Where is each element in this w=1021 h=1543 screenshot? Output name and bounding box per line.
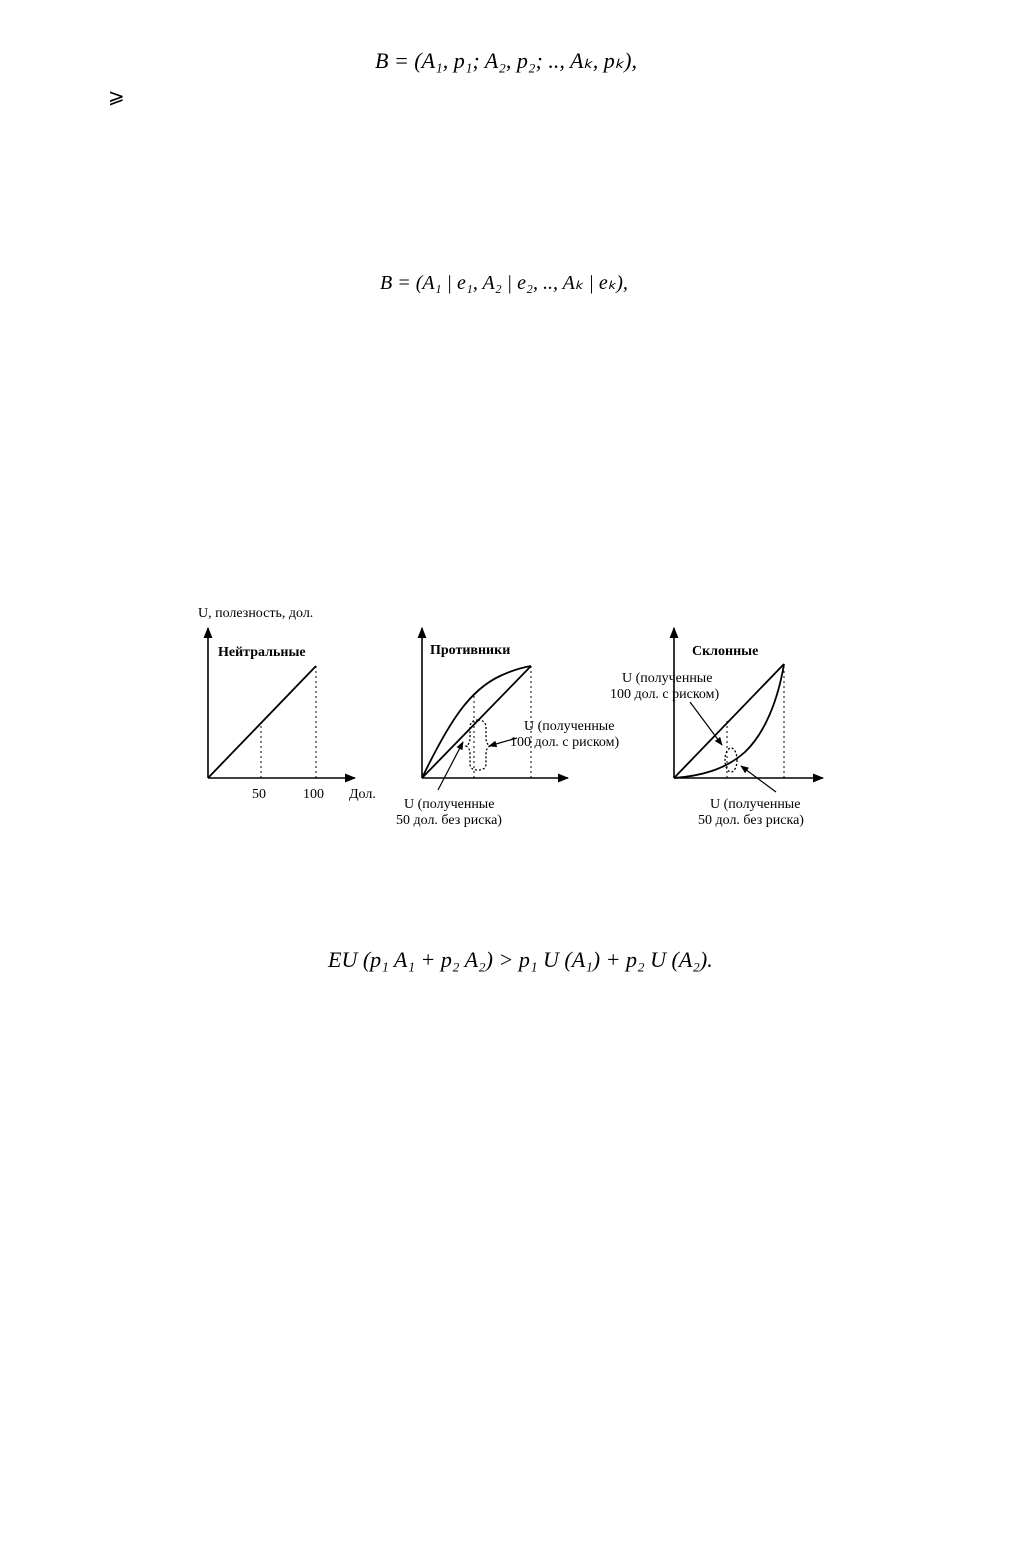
annotation-norisk-line2: 50 дол. без риска) [698,813,804,828]
panel-title: Нейтральные [218,645,306,660]
x-tick-50: 50 [252,787,266,802]
chord-line [422,666,531,778]
bullet-symbol: ⩾ [108,84,125,108]
utility-line [208,666,316,778]
annotation-risk-line1: U (полученные [622,671,713,686]
formula-expected-utility: EU (p₁ A₁ + p₂ A₂) > p₁ U (A₁) + p₂ U (A₂). [328,947,713,972]
panel-title: Противники [430,643,511,658]
y-axis-label: U, полезность, дол. [198,606,314,621]
x-axis-label: Дол. [349,787,376,802]
panel-title: Склонные [692,644,759,659]
formula-lottery: B = (A₁, p₁; A₂, p₂; .., Aₖ, pₖ), [375,48,637,73]
annotation-norisk-line1: U (полученные [404,797,495,812]
annotation-risk-line1: U (полученные [524,719,615,734]
panel-averse [396,628,620,828]
arrow-norisk [741,766,776,792]
panel-neutral [198,606,376,802]
annotation-risk-line2: 100 дол. с риском) [610,687,720,702]
annotation-risk-line2: 100 дол. с риском) [510,735,620,750]
arrow-risk [690,702,722,745]
panel-seeking [610,628,823,828]
risk-premium-brace-right [478,720,490,770]
x-tick-100: 100 [303,787,324,802]
formula-lottery-events: B = (A₁ | e₁, A₂ | e₂, .., Aₖ | eₖ), [380,272,628,294]
annotation-norisk-line2: 50 дол. без риска) [396,813,502,828]
annotation-norisk-line1: U (полученные [710,797,801,812]
